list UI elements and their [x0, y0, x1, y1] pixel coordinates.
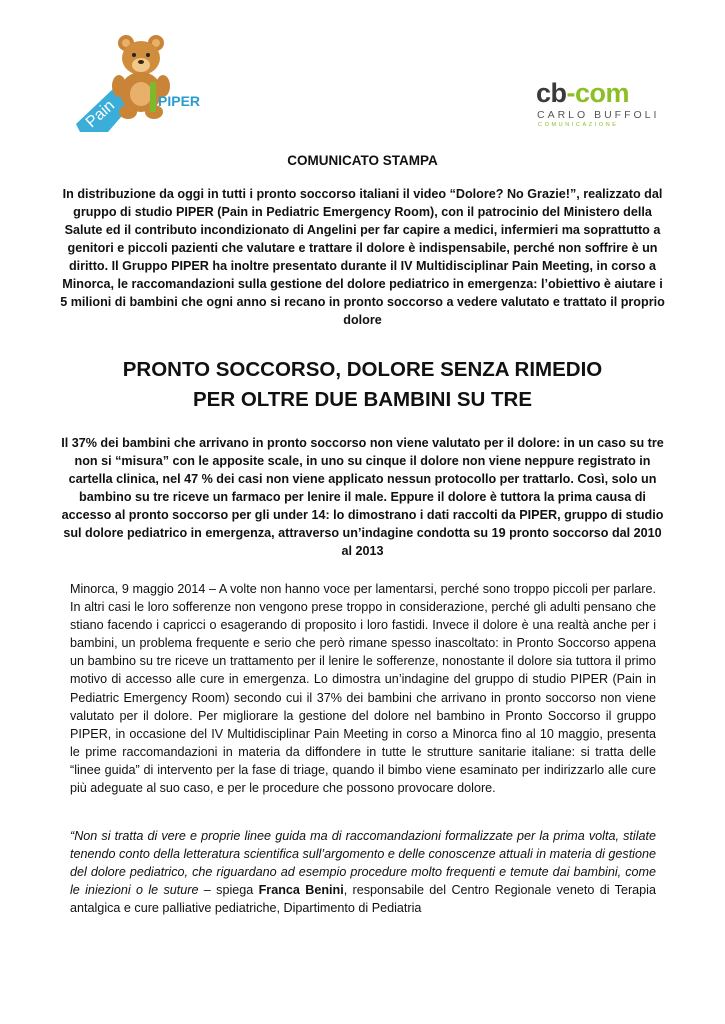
body-paragraph-2 — [70, 827, 656, 917]
headline-line-1: PRONTO SOCCORSO, DOLORE SENZA RIMEDIO — [122, 358, 603, 381]
intro-summary: In distribuzione da oggi in tutti i pronto soccorso italiani il video “Dolore? No Grazie!”, realizzato dal gruppo di studio PIPER (Pain in Pediatric Emergency Room), con il patrocinio del Ministero della Salute ed il contributo incondizionato di Angelini per far capire a medici, infermieri ma soprattutto a genitori e piccoli pazienti che valutare e trattare il dolore è indispensabile, perché non soffrire è un diritto. Il Gruppo PIPER ha inoltre presentato durante il IV Multidisciplinar Pain Meeting, in corso a Minorca, le raccomandazioni sulla gestione del dolore pediatrico in emergenza: l’obiettivo è aiutare i 5 milioni di bambini che ogni anno si recano in pronto soccorso a vedere valutato e trattato il proprio dolore — [60, 187, 665, 327]
cbcom-logo-com: com — [575, 78, 630, 108]
cbcom-logo — [536, 78, 660, 130]
cbcom-logo-dash: - — [566, 78, 576, 108]
cbcom-logo-name: CARLO BUFFOLI — [537, 109, 660, 121]
headline-line-2: PER OLTRE DUE BAMBINI SU TRE — [192, 388, 533, 411]
speaker-name: Franca Benini — [258, 883, 344, 898]
cbcom-logo-mark — [536, 78, 629, 109]
cbcom-logo-cb: cb — [536, 78, 567, 108]
teddy-bear-logo-icon — [74, 30, 204, 135]
headline — [60, 355, 665, 415]
speaker-affiliation: , responsabile del Centro Regionale veneto di Terapia antalgica e cure palliative pediatriche, Dipartimento di Pediatria — [70, 883, 656, 916]
cbcom-logo-sub: COMUNICAZIONE — [538, 122, 619, 128]
body-paragraph-1: Minorca, 9 maggio 2014 – A volte non hanno voce per lamentarsi, perché sono troppo piccoli per parlare. In altri casi le loro sofferenze non vengono prese troppo in considerazione, perché gli adulti pensano che stiano facendo i capricci o esagerando di proposito i loro fastidi. Invece il dolore è una realtà anche per i bambini, un problema frequente e serio che però rimane spesso inascoltato: in Pronto Soccorso appena un bambino su tre riceve un trattamento per il lenire le sofferenze, nonostante il dolore sia tuttora il primo motivo di accesso alle cure in emergenza. Lo dimostra un’indagine del gruppo di studio PIPER (Pain in Pediatric Emergency Room) secondo cui il 37% dei bambini che arrivano in pronto soccorso non viene valutato per il dolore. Per migliorare la gestione del dolore nel bambino in Pronto Soccorso il gruppo PIPER, in occasione del IV Multidisciplinar Pain Meeting in corso a Minorca fino al 10 maggio, presenta le prime raccomandazioni in materia da diffondere in tutte le strutture sanitarie italiane: si tratta delle “linee guida” di intervento per la fase di triage, quando il bimbo viene esaminato per indirizzarlo alle cure più adeguate al suo caso, e per le procedure che possono provocare dolore. — [70, 582, 656, 796]
document-label: COMUNICATO STAMPA — [287, 153, 438, 168]
piper-logo-text: PIPER — [158, 93, 201, 109]
lead-paragraph: Il 37% dei bambini che arrivano in pronto soccorso non viene valutato per il dolore: in un caso su tre non si “misura” con le apposite scale, in uno su cinque il dolore non viene neppure registrato in cartella clinica, nel 47 % dei casi non viene applicato nessun protocollo per trattarlo. Così, solo un bambino su tre riceve un farmaco per lenire il male. Eppure il dolore è tuttora la prima causa di accesso al pronto soccorso per gli under 14: lo dimostrano i dati raccolti da PIPER, gruppo di studio sul dolore pediatrico in emergenza, attraverso un’indagine condotta su 19 pronto soccorso dal 2010 al 2013 — [61, 436, 664, 558]
quote-separator: – spiega — [198, 883, 259, 898]
piper-logo — [74, 30, 204, 135]
pain-logo-text: Pain — [82, 97, 119, 132]
quote-text: “Non si tratta di vere e proprie linee guida ma di raccomandazioni formalizzate per la prima volta, stilate tenendo conto della letteratura scientifica sull’argomento e delle conoscenze attuali in materia di gestione del dolore pediatrico, che riguardano ad esempio procedure molto frequenti e temute dai bambini, come le iniezioni o le suture — [70, 829, 656, 898]
